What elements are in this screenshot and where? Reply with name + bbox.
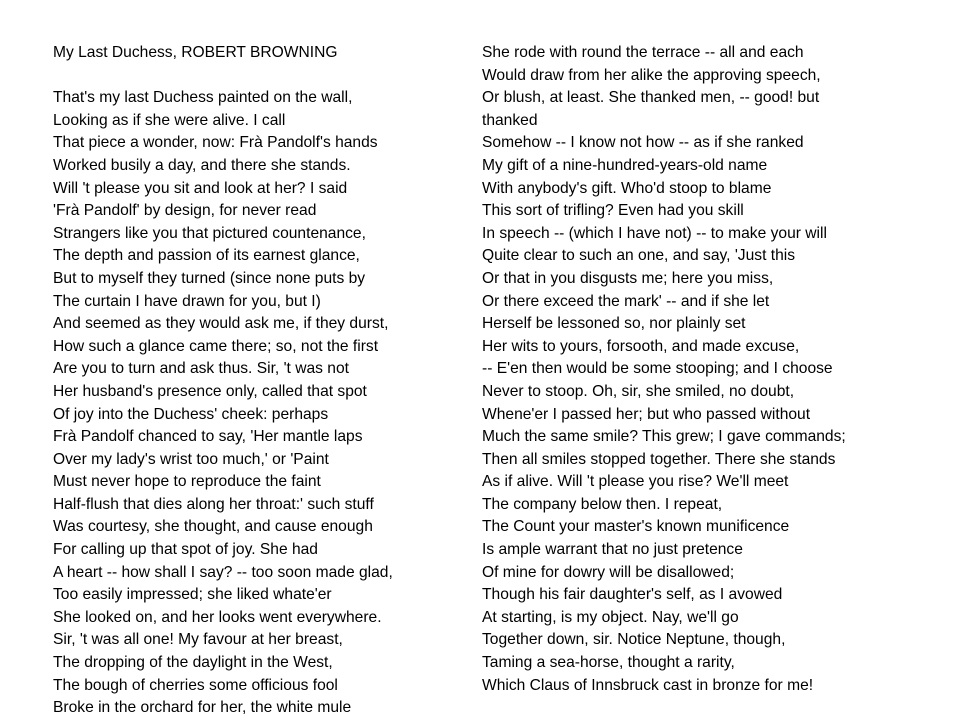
poem-line: This sort of trifling? Even had you skill <box>482 202 744 220</box>
poem-line: That's my last Duchess painted on the wall, <box>53 89 353 107</box>
poem-line: And seemed as they would ask me, if they durst, <box>53 315 389 333</box>
poem-line: The bough of cherries some officious fool <box>53 676 338 694</box>
poem-line: The dropping of the daylight in the West, <box>53 654 333 672</box>
poem-line: thanked <box>482 111 538 129</box>
poem-line: Half-flush that dies along her throat:' such stuff <box>53 495 374 513</box>
poem-line: Or blush, at least. She thanked men, -- good! but <box>482 89 820 107</box>
poem-line: Are you to turn and ask thus. Sir, 't was not <box>53 360 349 378</box>
poem-line: Of mine for dowry will be disallowed; <box>482 563 735 581</box>
poem-left-column <box>53 42 463 720</box>
poem-line: Strangers like you that pictured countenance, <box>53 224 366 242</box>
poem-line: Herself be lessoned so, nor plainly set <box>482 315 746 333</box>
poem-line: Of joy into the Duchess' cheek: perhaps <box>53 405 329 423</box>
poem-line: -- E'en then would be some stooping; and I choose <box>482 360 833 378</box>
poem-line: Taming a sea-horse, thought a rarity, <box>482 654 735 672</box>
document-title: My Last Duchess, ROBERT BROWNING <box>53 44 338 61</box>
poem-line: For calling up that spot of joy. She had <box>53 541 318 559</box>
poem-line: At starting, is my object. Nay, we'll go <box>482 608 739 626</box>
poem-line: Over my lady's wrist too much,' or 'Paint <box>53 450 329 468</box>
poem-line: Broke in the orchard for her, the white mule <box>53 699 352 717</box>
poem-line: Together down, sir. Notice Neptune, though, <box>482 631 786 649</box>
poem-right-column <box>482 42 952 697</box>
poem-line: Or there exceed the mark' -- and if she let <box>482 292 770 310</box>
poem-line: As if alive. Will 't please you rise? We'll meet <box>482 473 789 491</box>
poem-line: Quite clear to such an one, and say, 'Just this <box>482 247 796 265</box>
poem-line: Somehow -- I know not how -- as if she ranked <box>482 134 804 152</box>
poem-line: Would draw from her alike the approving speech, <box>482 66 821 84</box>
poem-line: 'Frà Pandolf' by design, for never read <box>53 202 317 220</box>
poem-line: With anybody's gift. Who'd stoop to blame <box>482 179 772 197</box>
poem-line: Her husband's presence only, called that spot <box>53 382 367 400</box>
poem-line: She rode with round the terrace -- all and each <box>482 44 804 61</box>
poem-line: She looked on, and her looks went everywhere. <box>53 608 382 626</box>
poem-line: The curtain I have drawn for you, but I) <box>53 292 321 310</box>
poem-line: Or that in you disgusts me; here you miss, <box>482 269 774 287</box>
poem-line: Will 't please you sit and look at her? I said <box>53 179 348 197</box>
poem-line: But to myself they turned (since none puts by <box>53 269 366 287</box>
poem-line: Her wits to yours, forsooth, and made excuse, <box>482 337 800 355</box>
poem-line: Though his fair daughter's self, as I avowed <box>482 586 783 604</box>
poem-line: The company below then. I repeat, <box>482 495 723 513</box>
poem-line: Frà Pandolf chanced to say, 'Her mantle laps <box>53 428 363 446</box>
poem-line: Which Claus of Innsbruck cast in bronze for me! <box>482 676 814 694</box>
poem-line: Worked busily a day, and there she stands. <box>53 156 351 174</box>
poem-line: Sir, 't was all one! My favour at her breast, <box>53 631 343 649</box>
poem-line: Much the same smile? This grew; I gave commands; <box>482 428 846 446</box>
poem-line: The Count your master's known munificence <box>482 518 790 536</box>
poem-line: The depth and passion of its earnest glance, <box>53 247 360 265</box>
poem-line: Whene'er I passed her; but who passed without <box>482 405 811 423</box>
poem-line: How such a glance came there; so, not the first <box>53 337 379 355</box>
poem-line: Was courtesy, she thought, and cause enough <box>53 518 373 536</box>
poem-line: Too easily impressed; she liked whate'er <box>53 586 332 604</box>
poem-line: Is ample warrant that no just pretence <box>482 541 743 559</box>
poem-line: A heart -- how shall I say? -- too soon made glad, <box>53 563 393 581</box>
stanza-gap <box>53 65 463 88</box>
poem-line: In speech -- (which I have not) -- to make your will <box>482 224 827 242</box>
poem-line: My gift of a nine-hundred-years-old name <box>482 156 768 174</box>
poem-line: Looking as if she were alive. I call <box>53 111 286 129</box>
poem-line: That piece a wonder, now: Frà Pandolf's hands <box>53 134 378 152</box>
poem-line: Must never hope to reproduce the faint <box>53 473 321 491</box>
poem-line: Then all smiles stopped together. There she stands <box>482 450 836 468</box>
poem-line: Never to stoop. Oh, sir, she smiled, no doubt, <box>482 382 795 400</box>
